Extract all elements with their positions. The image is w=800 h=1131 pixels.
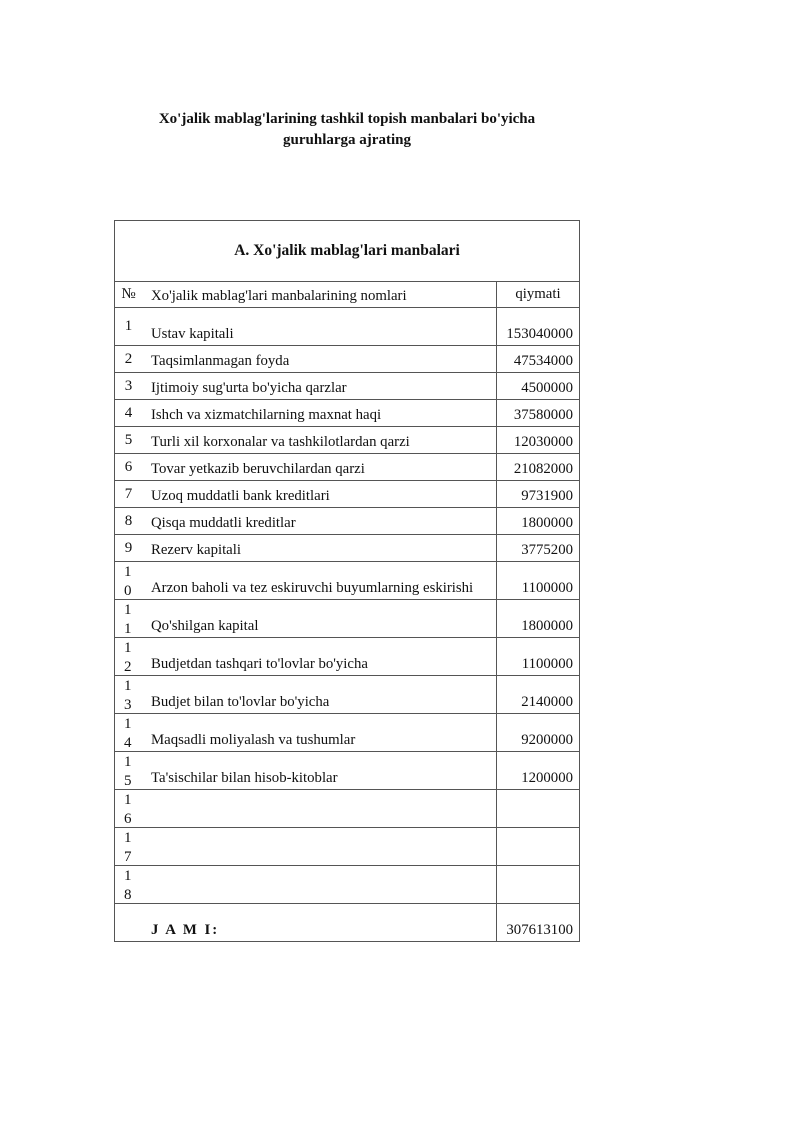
table-row [115,865,579,903]
row-number: 10 [124,564,132,599]
table-row [115,675,579,713]
row-number: 11 [124,602,132,637]
row-value: 2140000 [496,676,579,713]
row-number: 6 [124,459,133,475]
row-number: 1 [124,318,133,334]
header-number: № [121,286,136,302]
table-row [115,426,579,453]
row-name: Ijtimoiy sug'urta bo'yicha qarzlar [151,380,347,396]
table-row [115,345,579,372]
row-name [142,828,496,865]
row-name: Arzon baholi va tez eskiruvchi buyumlarning eskirishi [151,580,474,596]
row-name: Qo'shilgan kapital [151,618,259,634]
row-name: Tovar yetkazib beruvchilardan qarzi [151,461,365,477]
row-value: 1800000 [496,508,579,534]
row-value: 47534000 [496,346,579,372]
table-row [115,561,579,599]
total-number-cell [115,904,142,941]
row-number: 16 [124,792,132,827]
row-name: Budjetdan tashqari to'lovlar bo'yicha [151,656,368,672]
title-line-1: Xo'jalik mablag'larining tashkil topish manbalari bo'yicha [158,111,536,127]
row-name: Taqsimlanmagan foyda [151,353,290,369]
row-value: 4500000 [496,373,579,399]
row-number: 7 [124,486,133,502]
row-number: 12 [124,640,132,675]
row-value: 9731900 [496,481,579,507]
total-value: 307613100 [496,904,579,941]
table-row [115,534,579,561]
row-value: 37580000 [496,400,579,426]
row-value: 1800000 [496,600,579,637]
row-name [142,866,496,903]
row-name: Budjet bilan to'lovlar bo'yicha [151,694,330,710]
table-row [115,399,579,426]
row-name: Ta'sischilar bilan hisob-kitoblar [151,770,338,786]
row-number: 17 [124,830,132,865]
row-value: 1100000 [496,638,579,675]
row-value: 1200000 [496,752,579,789]
row-name: Rezerv kapitali [151,542,241,558]
row-number: 8 [124,513,133,529]
table-row [115,480,579,507]
row-value: 9200000 [496,714,579,751]
row-number: 3 [124,378,133,394]
row-name: Turli xil korxonalar va tashkilotlardan qarzi [151,434,410,450]
row-name: Uzoq muddatli bank kreditlari [151,488,330,504]
row-name: Maqsadli moliyalash va tushumlar [151,732,356,748]
row-number: 15 [124,754,132,789]
header-name: Xo'jalik mablag'lari manbalarining nomlari [151,288,407,304]
row-name: Ustav kapitali [151,326,234,342]
table-row [115,637,579,675]
row-value: 12030000 [496,427,579,453]
table-caption: A. Xo'jalik mablag'lari manbalari [234,242,460,259]
document-title [100,109,594,151]
table-row [115,453,579,480]
row-value [496,828,579,865]
row-number: 4 [124,405,133,421]
row-number: 5 [124,432,133,448]
table-row [115,599,579,637]
table-total-row [115,903,579,941]
table-header-row [115,281,579,307]
table-row [115,372,579,399]
row-value: 1100000 [496,562,579,599]
table-row [115,751,579,789]
header-value: qiymati [496,282,579,307]
row-value: 3775200 [496,535,579,561]
row-number: 9 [124,540,133,556]
table-row [115,507,579,534]
row-value: 21082000 [496,454,579,480]
sources-table [114,220,580,942]
row-value [496,866,579,903]
row-value: 153040000 [496,308,579,345]
table-row [115,307,579,345]
title-line-2: guruhlarga ajrating [283,132,411,148]
row-value [496,790,579,827]
total-label: J A M I: [151,922,220,938]
row-number: 18 [124,868,132,903]
table-row [115,713,579,751]
row-number: 14 [124,716,132,751]
row-number: 13 [124,678,132,713]
row-name [142,790,496,827]
row-name: Qisqa muddatli kreditlar [151,515,296,531]
row-name: Ishch va xizmatchilarning maxnat haqi [151,407,382,423]
table-row [115,827,579,865]
table-row [115,789,579,827]
row-number: 2 [124,351,133,367]
